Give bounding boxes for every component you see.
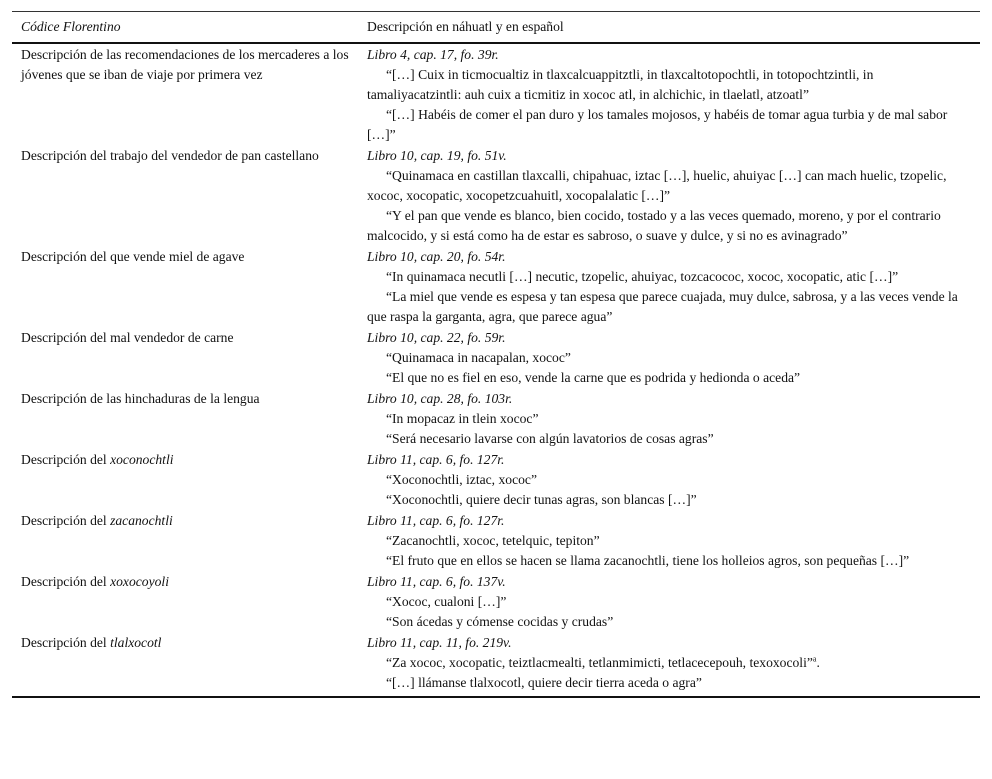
nahuatl-quote — [367, 592, 960, 612]
quote-cell — [367, 388, 980, 449]
footnote-marker: a — [812, 654, 817, 664]
nahuatl-end: . — [816, 655, 820, 670]
source-reference: Libro 4, cap. 17, fo. 39r. — [367, 47, 499, 62]
nahuatl-text: “Za xococ, xocopatic, teiztlacmealti, tetlanmimicti, tetlacecepouh, texoxocoli” — [386, 655, 813, 670]
spanish-quote: “Será necesario lavarse con algún lavatorios de cosas agras” — [386, 431, 714, 446]
nahuatl-quote — [367, 531, 960, 551]
quote-cell — [367, 632, 980, 697]
spanish-quote: “El que no es fiel en eso, vende la carne que es podrida y hedionda o aceda” — [386, 370, 801, 385]
nahuatl-text: “Quinamaca in nacapalan, xococ” — [386, 350, 571, 365]
nahuatl-quote — [367, 65, 960, 105]
table-row — [12, 571, 980, 632]
nahuatl-text: “Quinamaca en castillan tlaxcalli, chipahuac, iztac […], huelic, ahuiyac […] can mach huelic, tzopelic, xococ, xocopatic, xocopetzcuahuitl, xocopalalatic […]” — [367, 168, 947, 203]
description-text: Descripción de las hinchaduras de la lengua — [21, 391, 260, 406]
source-reference: Libro 10, cap. 19, fo. 51v. — [367, 148, 507, 163]
description-cell — [12, 145, 367, 246]
nahuatl-text: “Xococ, cualoni […]” — [386, 594, 507, 609]
source-reference: Libro 11, cap. 11, fo. 219v. — [367, 635, 512, 650]
nahuatl-text: “[…] Cuix in ticmocualtiz in tlaxcalcuappitztli, in tlaxcaltotopochtli, in totopochtzintli, in tamaliyacatzintli: auh cuix a ticmitiz in xococ atl, in alchichic, in tlaelatl, atzoatl” — [367, 67, 874, 102]
table-row — [12, 632, 980, 697]
description-cell — [12, 449, 367, 510]
table-row — [12, 145, 980, 246]
nahuatl-quote — [367, 409, 960, 429]
description-cell — [12, 571, 367, 632]
quote-cell — [367, 510, 980, 571]
source-reference: Libro 11, cap. 6, fo. 127r. — [367, 513, 505, 528]
description-text: Descripción del — [21, 452, 111, 467]
spanish-quote: “Xoconochtli, quiere decir tunas agras, son blancas […]” — [386, 492, 697, 507]
description-text: Descripción del mal vendedor de carne — [21, 330, 234, 345]
nahuatl-quote — [367, 653, 960, 673]
quote-cell — [367, 246, 980, 327]
header-descripcion: Descripción en náhuatl y en español — [367, 12, 980, 44]
nahuatl-text: “In quinamaca necutli […] necutic, tzopelic, ahuiyac, tozcacococ, xococ, xocopatic, atic […]” — [386, 269, 899, 284]
table-row — [12, 449, 980, 510]
quote-cell — [367, 327, 980, 388]
description-text: Descripción del que vende miel de agave — [21, 249, 245, 264]
quote-cell — [367, 449, 980, 510]
spanish-quote: “[…] llámanse tlalxocotl, quiere decir tierra aceda o agra” — [386, 675, 702, 690]
quote-cell — [367, 145, 980, 246]
table-row — [12, 388, 980, 449]
spanish-quote: “La miel que vende es espesa y tan espesa que parece cuajada, muy dulce, sabrosa, y a las veces vende la que raspa la garganta, agra, que parece agua” — [367, 289, 958, 324]
description-cell — [12, 327, 367, 388]
header-codice-florentino: Códice Florentino — [12, 12, 367, 44]
spanish-quote: “[…] Habéis de comer el pan duro y los tamales mojosos, y habéis de tomar agua turbia y de mal sabor […]” — [367, 107, 948, 142]
nahuatl-term: tlalxocotl — [110, 635, 162, 650]
table-body — [12, 43, 980, 697]
description-cell — [12, 632, 367, 697]
nahuatl-quote — [367, 166, 960, 206]
quote-cell — [367, 571, 980, 632]
source-reference: Libro 11, cap. 6, fo. 127r. — [367, 452, 505, 467]
table-row — [12, 246, 980, 327]
description-text: Descripción del — [21, 635, 111, 650]
table-row — [12, 43, 980, 145]
nahuatl-term: zacanochtli — [110, 513, 173, 528]
table-header-row — [12, 12, 980, 44]
table-row — [12, 510, 980, 571]
description-text: Descripción del trabajo del vendedor de pan castellano — [21, 148, 319, 163]
description-text: Descripción del — [21, 513, 111, 528]
description-cell — [12, 246, 367, 327]
spanish-quote: “Son ácedas y cómense cocidas y crudas” — [386, 614, 614, 629]
nahuatl-text: “Xoconochtli, iztac, xococ” — [386, 472, 537, 487]
description-cell — [12, 43, 367, 145]
nahuatl-quote — [367, 267, 960, 287]
description-text: Descripción de las recomendaciones de los mercaderes a los jóvenes que se iban de viaje por primera vez — [21, 47, 349, 82]
description-cell — [12, 510, 367, 571]
nahuatl-text: “In mopacaz in tlein xococ” — [386, 411, 539, 426]
description-text: Descripción del — [21, 574, 111, 589]
nahuatl-quote — [367, 470, 960, 490]
source-reference: Libro 10, cap. 28, fo. 103r. — [367, 391, 513, 406]
spanish-quote: “El fruto que en ellos se hacen se llama zacanochtli, tiene los holleios agros, son pequeñas […]” — [386, 553, 910, 568]
spanish-quote: “Y el pan que vende es blanco, bien cocido, tostado y a las veces quemado, moreno, y por el contrario malcocido, y si está como ha de estar es sabroso, o suave y dulce, y si no es avinagrado” — [367, 208, 941, 243]
quote-cell — [367, 43, 980, 145]
nahuatl-text: “Zacanochtli, xococ, tetelquic, tepiton” — [386, 533, 600, 548]
description-cell — [12, 388, 367, 449]
codex-table — [12, 11, 980, 698]
nahuatl-term: xoxocoyoli — [110, 574, 169, 589]
source-reference: Libro 10, cap. 22, fo. 59r. — [367, 330, 506, 345]
nahuatl-quote — [367, 348, 960, 368]
table-row — [12, 327, 980, 388]
source-reference: Libro 10, cap. 20, fo. 54r. — [367, 249, 506, 264]
nahuatl-term: xoconochtli — [110, 452, 174, 467]
source-reference: Libro 11, cap. 6, fo. 137v. — [367, 574, 506, 589]
